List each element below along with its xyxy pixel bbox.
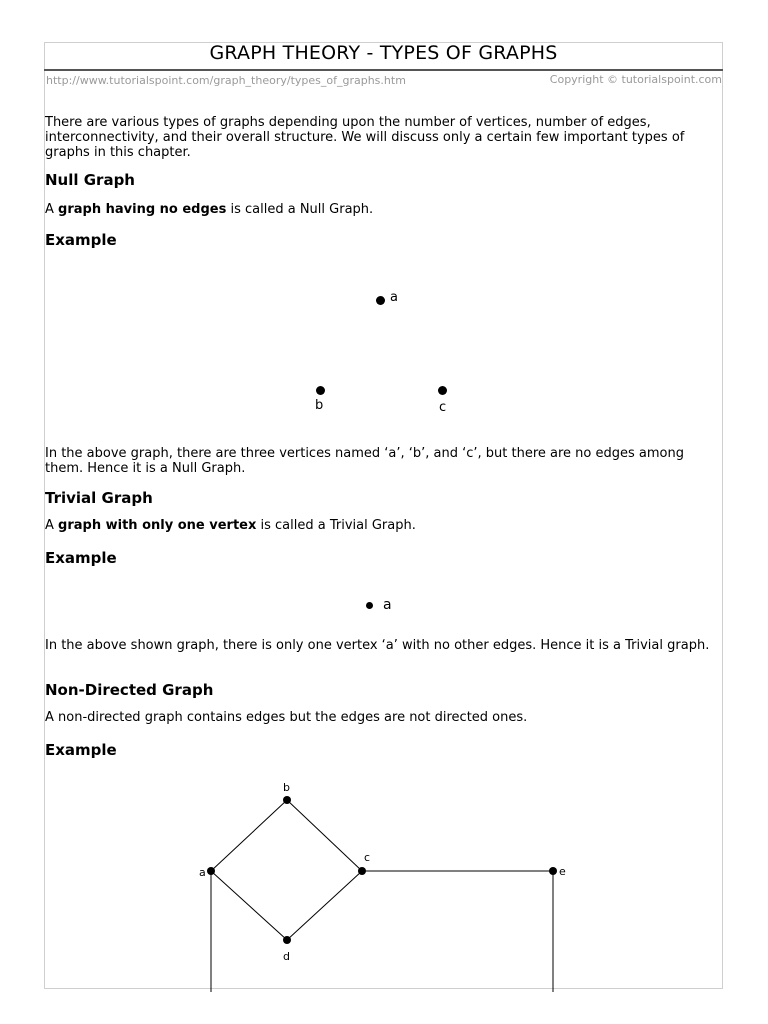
vertex-c	[438, 386, 447, 395]
edge-a-b	[211, 800, 287, 871]
null-graph-definition	[45, 202, 721, 217]
non-directed-graph-figure	[190, 770, 580, 992]
copyright-notice: Copyright © tutorialspoint.com	[549, 73, 722, 86]
page-title: GRAPH THEORY - TYPES OF GRAPHS	[209, 42, 558, 64]
vertex-a	[207, 867, 215, 875]
non-directed-graph-example-heading: Example	[45, 741, 117, 759]
null-graph-heading: Null Graph	[45, 171, 135, 189]
vertex-label-d: d	[283, 950, 290, 963]
vertex-label-b: b	[315, 398, 324, 413]
null-graph-explanation: In the above graph, there are three vertices named ‘a’, ‘b’, and ‘c’, but there are no edges among them. Hence it is a Null Graph.	[45, 446, 684, 476]
edge-b-c	[287, 800, 362, 871]
vertex-label-c: c	[439, 400, 447, 415]
definition-prefix: A	[45, 202, 59, 217]
source-url[interactable]: http://www.tutorialspoint.com/graph_theory/types_of_graphs.htm	[46, 74, 406, 87]
edge-c-d	[287, 871, 362, 940]
vertex-b	[283, 796, 291, 804]
non-directed-graph-heading: Non-Directed Graph	[45, 681, 214, 699]
trivial-graph-heading: Trivial Graph	[45, 489, 153, 507]
vertex-label-a: a	[390, 290, 398, 305]
vertex-b	[316, 386, 325, 395]
title-rule	[44, 69, 723, 71]
vertex-label-a: a	[383, 597, 392, 613]
non-directed-graph-definition: A non-directed graph contains edges but the edges are not directed ones.	[45, 710, 528, 725]
trivial-graph-definition	[45, 518, 721, 533]
vertex-a	[366, 602, 373, 609]
vertex-label-b: b	[283, 781, 290, 794]
edge-a-d	[211, 871, 287, 940]
vertex-label-e: e	[559, 865, 566, 878]
definition-prefix: A	[45, 518, 59, 533]
definition-suffix: is called a Trivial Graph.	[256, 518, 416, 533]
intro-paragraph: There are various types of graphs depending upon the number of vertices, number of edges, interconnectivity, and their overall structure. We will discuss only a certain few important types of graphs in this chapter.	[45, 115, 685, 160]
vertex-a	[376, 296, 385, 305]
definition-suffix: is called a Null Graph.	[226, 202, 374, 217]
definition-bold: graph with only one vertex	[58, 518, 257, 533]
vertex-d	[283, 936, 291, 944]
definition-bold: graph having no edges	[58, 202, 227, 217]
null-graph-example-heading: Example	[45, 231, 117, 249]
vertex-label-a: a	[199, 866, 206, 879]
trivial-graph-explanation: In the above shown graph, there is only one vertex ‘a’ with no other edges. Hence it is a Trivial graph.	[45, 638, 710, 653]
trivial-graph-example-heading: Example	[45, 549, 117, 567]
vertex-label-c: c	[364, 851, 371, 864]
vertex-c	[358, 867, 366, 875]
vertex-e	[549, 867, 557, 875]
